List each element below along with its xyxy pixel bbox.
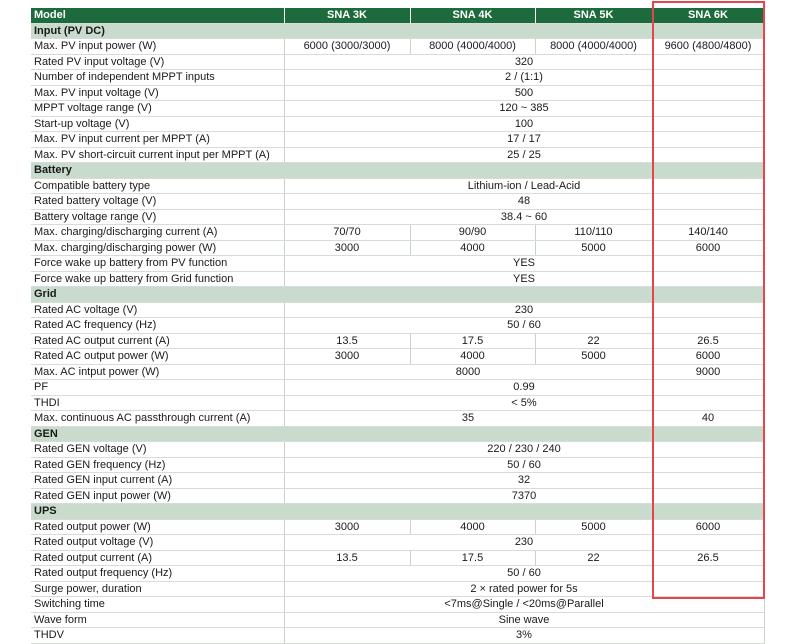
spec-value: Lithium-ion / Lead-Acid (284, 178, 764, 194)
spec-value: 6000 (3000/3000) (284, 39, 410, 55)
spec-label: Surge power, duration (31, 581, 284, 597)
spec-value: 13.5 (284, 550, 410, 566)
spec-value: 4000 (410, 240, 535, 256)
spec-value: Sine wave (284, 612, 764, 628)
spec-row (31, 581, 764, 597)
spec-row (31, 457, 764, 473)
spec-row (31, 612, 764, 628)
spec-value: 26.5 (652, 333, 764, 349)
spec-label: Rated output voltage (V) (31, 535, 284, 551)
spec-value: 5000 (535, 349, 652, 365)
section-row (31, 426, 764, 442)
spec-row (31, 240, 764, 256)
spec-value: 17 / 17 (284, 132, 764, 148)
spec-value: 38.4 ~ 60 (284, 209, 764, 225)
spec-label: PF (31, 380, 284, 396)
spec-table-body (31, 8, 764, 643)
spec-row (31, 380, 764, 396)
spec-row (31, 116, 764, 132)
spec-value: 3000 (284, 240, 410, 256)
section-title: GEN (31, 426, 764, 442)
spec-label: Rated output power (W) (31, 519, 284, 535)
spec-row (31, 209, 764, 225)
spec-row (31, 628, 764, 644)
spec-value: 48 (284, 194, 764, 210)
spec-value: 8000 (284, 364, 652, 380)
spec-label: Rated PV input voltage (V) (31, 54, 284, 70)
section-title: Grid (31, 287, 764, 303)
spec-value: 32 (284, 473, 764, 489)
spec-row (31, 225, 764, 241)
spec-table (31, 8, 765, 644)
spec-label: Force wake up battery from Grid function (31, 271, 284, 287)
spec-value: 140/140 (652, 225, 764, 241)
spec-value: YES (284, 256, 764, 272)
spec-row (31, 349, 764, 365)
spec-value: 3000 (284, 349, 410, 365)
section-row (31, 287, 764, 303)
spec-row (31, 550, 764, 566)
spec-label: THDI (31, 395, 284, 411)
spec-value: 7370 (284, 488, 764, 504)
spec-label: Battery voltage range (V) (31, 209, 284, 225)
spec-row (31, 566, 764, 582)
spec-row (31, 597, 764, 613)
spec-value: < 5% (284, 395, 764, 411)
spec-value: 500 (284, 85, 764, 101)
spec-row (31, 256, 764, 272)
spec-label: Max. charging/discharging power (W) (31, 240, 284, 256)
spec-value: 17.5 (410, 550, 535, 566)
spec-row (31, 54, 764, 70)
spec-label: Start-up voltage (V) (31, 116, 284, 132)
spec-value: 2 / (1:1) (284, 70, 764, 86)
model-col-sna-4k: SNA 4K (410, 8, 535, 23)
spec-value: 100 (284, 116, 764, 132)
spec-row (31, 178, 764, 194)
spec-row (31, 364, 764, 380)
spec-value: 9600 (4800/4800) (652, 39, 764, 55)
spec-label: Wave form (31, 612, 284, 628)
spec-value: 4000 (410, 519, 535, 535)
spec-value: 320 (284, 54, 764, 70)
spec-label: Rated AC output current (A) (31, 333, 284, 349)
spec-label: Number of independent MPPT inputs (31, 70, 284, 86)
spec-value: 25 / 25 (284, 147, 764, 163)
spec-row (31, 519, 764, 535)
spec-row (31, 535, 764, 551)
spec-value: 50 / 60 (284, 318, 764, 334)
spec-label: Rated AC output power (W) (31, 349, 284, 365)
spec-value: 35 (284, 411, 652, 427)
spec-value: 220 / 230 / 240 (284, 442, 764, 458)
spec-row (31, 39, 764, 55)
spec-row (31, 132, 764, 148)
spec-row (31, 442, 764, 458)
section-row (31, 163, 764, 179)
spec-label: Switching time (31, 597, 284, 613)
spec-value: 120 ~ 385 (284, 101, 764, 117)
spec-row (31, 395, 764, 411)
spec-value: 8000 (4000/4000) (535, 39, 652, 55)
spec-value: 4000 (410, 349, 535, 365)
spec-label: Max. PV input current per MPPT (A) (31, 132, 284, 148)
spec-value: <7ms@Single / <20ms@Parallel (284, 597, 764, 613)
spec-label: Max. AC intput power (W) (31, 364, 284, 380)
spec-row (31, 473, 764, 489)
spec-label: Force wake up battery from PV function (31, 256, 284, 272)
spec-value: 5000 (535, 519, 652, 535)
spec-row (31, 318, 764, 334)
section-title: Input (PV DC) (31, 23, 764, 39)
section-title: UPS (31, 504, 764, 520)
spec-label: THDV (31, 628, 284, 644)
spec-value: 22 (535, 550, 652, 566)
spec-label: MPPT voltage range (V) (31, 101, 284, 117)
spec-label: Max. PV input voltage (V) (31, 85, 284, 101)
spec-value: 8000 (4000/4000) (410, 39, 535, 55)
spec-value: 9000 (652, 364, 764, 380)
model-col-sna-5k: SNA 5K (535, 8, 652, 23)
spec-value: YES (284, 271, 764, 287)
spec-label: Max. continuous AC passthrough current (A) (31, 411, 284, 427)
spec-label: Rated GEN input power (W) (31, 488, 284, 504)
model-header: Model (31, 8, 284, 23)
spec-value: 3000 (284, 519, 410, 535)
spec-label: Rated AC voltage (V) (31, 302, 284, 318)
section-title: Battery (31, 163, 764, 179)
spec-value: 13.5 (284, 333, 410, 349)
spec-row (31, 271, 764, 287)
spec-value: 0.99 (284, 380, 764, 396)
spec-value: 6000 (652, 349, 764, 365)
spec-row (31, 147, 764, 163)
spec-value: 22 (535, 333, 652, 349)
spec-row (31, 411, 764, 427)
spec-row (31, 194, 764, 210)
spec-value: 2 × rated power for 5s (284, 581, 764, 597)
spec-value: 70/70 (284, 225, 410, 241)
spec-label: Max. PV short-circuit current input per MPPT (A) (31, 147, 284, 163)
spec-row (31, 488, 764, 504)
section-row (31, 23, 764, 39)
spec-value: 230 (284, 302, 764, 318)
spec-row (31, 101, 764, 117)
header-row (31, 8, 764, 23)
spec-label: Max. PV input power (W) (31, 39, 284, 55)
section-row (31, 504, 764, 520)
spec-row (31, 333, 764, 349)
spec-value: 5000 (535, 240, 652, 256)
spec-value: 90/90 (410, 225, 535, 241)
spec-label: Compatible battery type (31, 178, 284, 194)
spec-label: Rated output frequency (Hz) (31, 566, 284, 582)
spec-label: Max. charging/discharging current (A) (31, 225, 284, 241)
spec-value: 17.5 (410, 333, 535, 349)
model-col-sna-6k: SNA 6K (652, 8, 764, 23)
spec-value: 3% (284, 628, 764, 644)
spec-label: Rated GEN frequency (Hz) (31, 457, 284, 473)
spec-value: 50 / 60 (284, 457, 764, 473)
spec-value: 40 (652, 411, 764, 427)
spec-row (31, 302, 764, 318)
spec-row (31, 70, 764, 86)
spec-label: Rated battery voltage (V) (31, 194, 284, 210)
spec-label: Rated AC frequency (Hz) (31, 318, 284, 334)
spec-value: 6000 (652, 519, 764, 535)
spec-label: Rated GEN voltage (V) (31, 442, 284, 458)
spec-value: 26.5 (652, 550, 764, 566)
spec-label: Rated output current (A) (31, 550, 284, 566)
spec-value: 230 (284, 535, 764, 551)
spec-value: 6000 (652, 240, 764, 256)
spec-value: 50 / 60 (284, 566, 764, 582)
model-col-sna-3k: SNA 3K (284, 8, 410, 23)
spec-label: Rated GEN input current (A) (31, 473, 284, 489)
spec-row (31, 85, 764, 101)
spec-value: 110/110 (535, 225, 652, 241)
